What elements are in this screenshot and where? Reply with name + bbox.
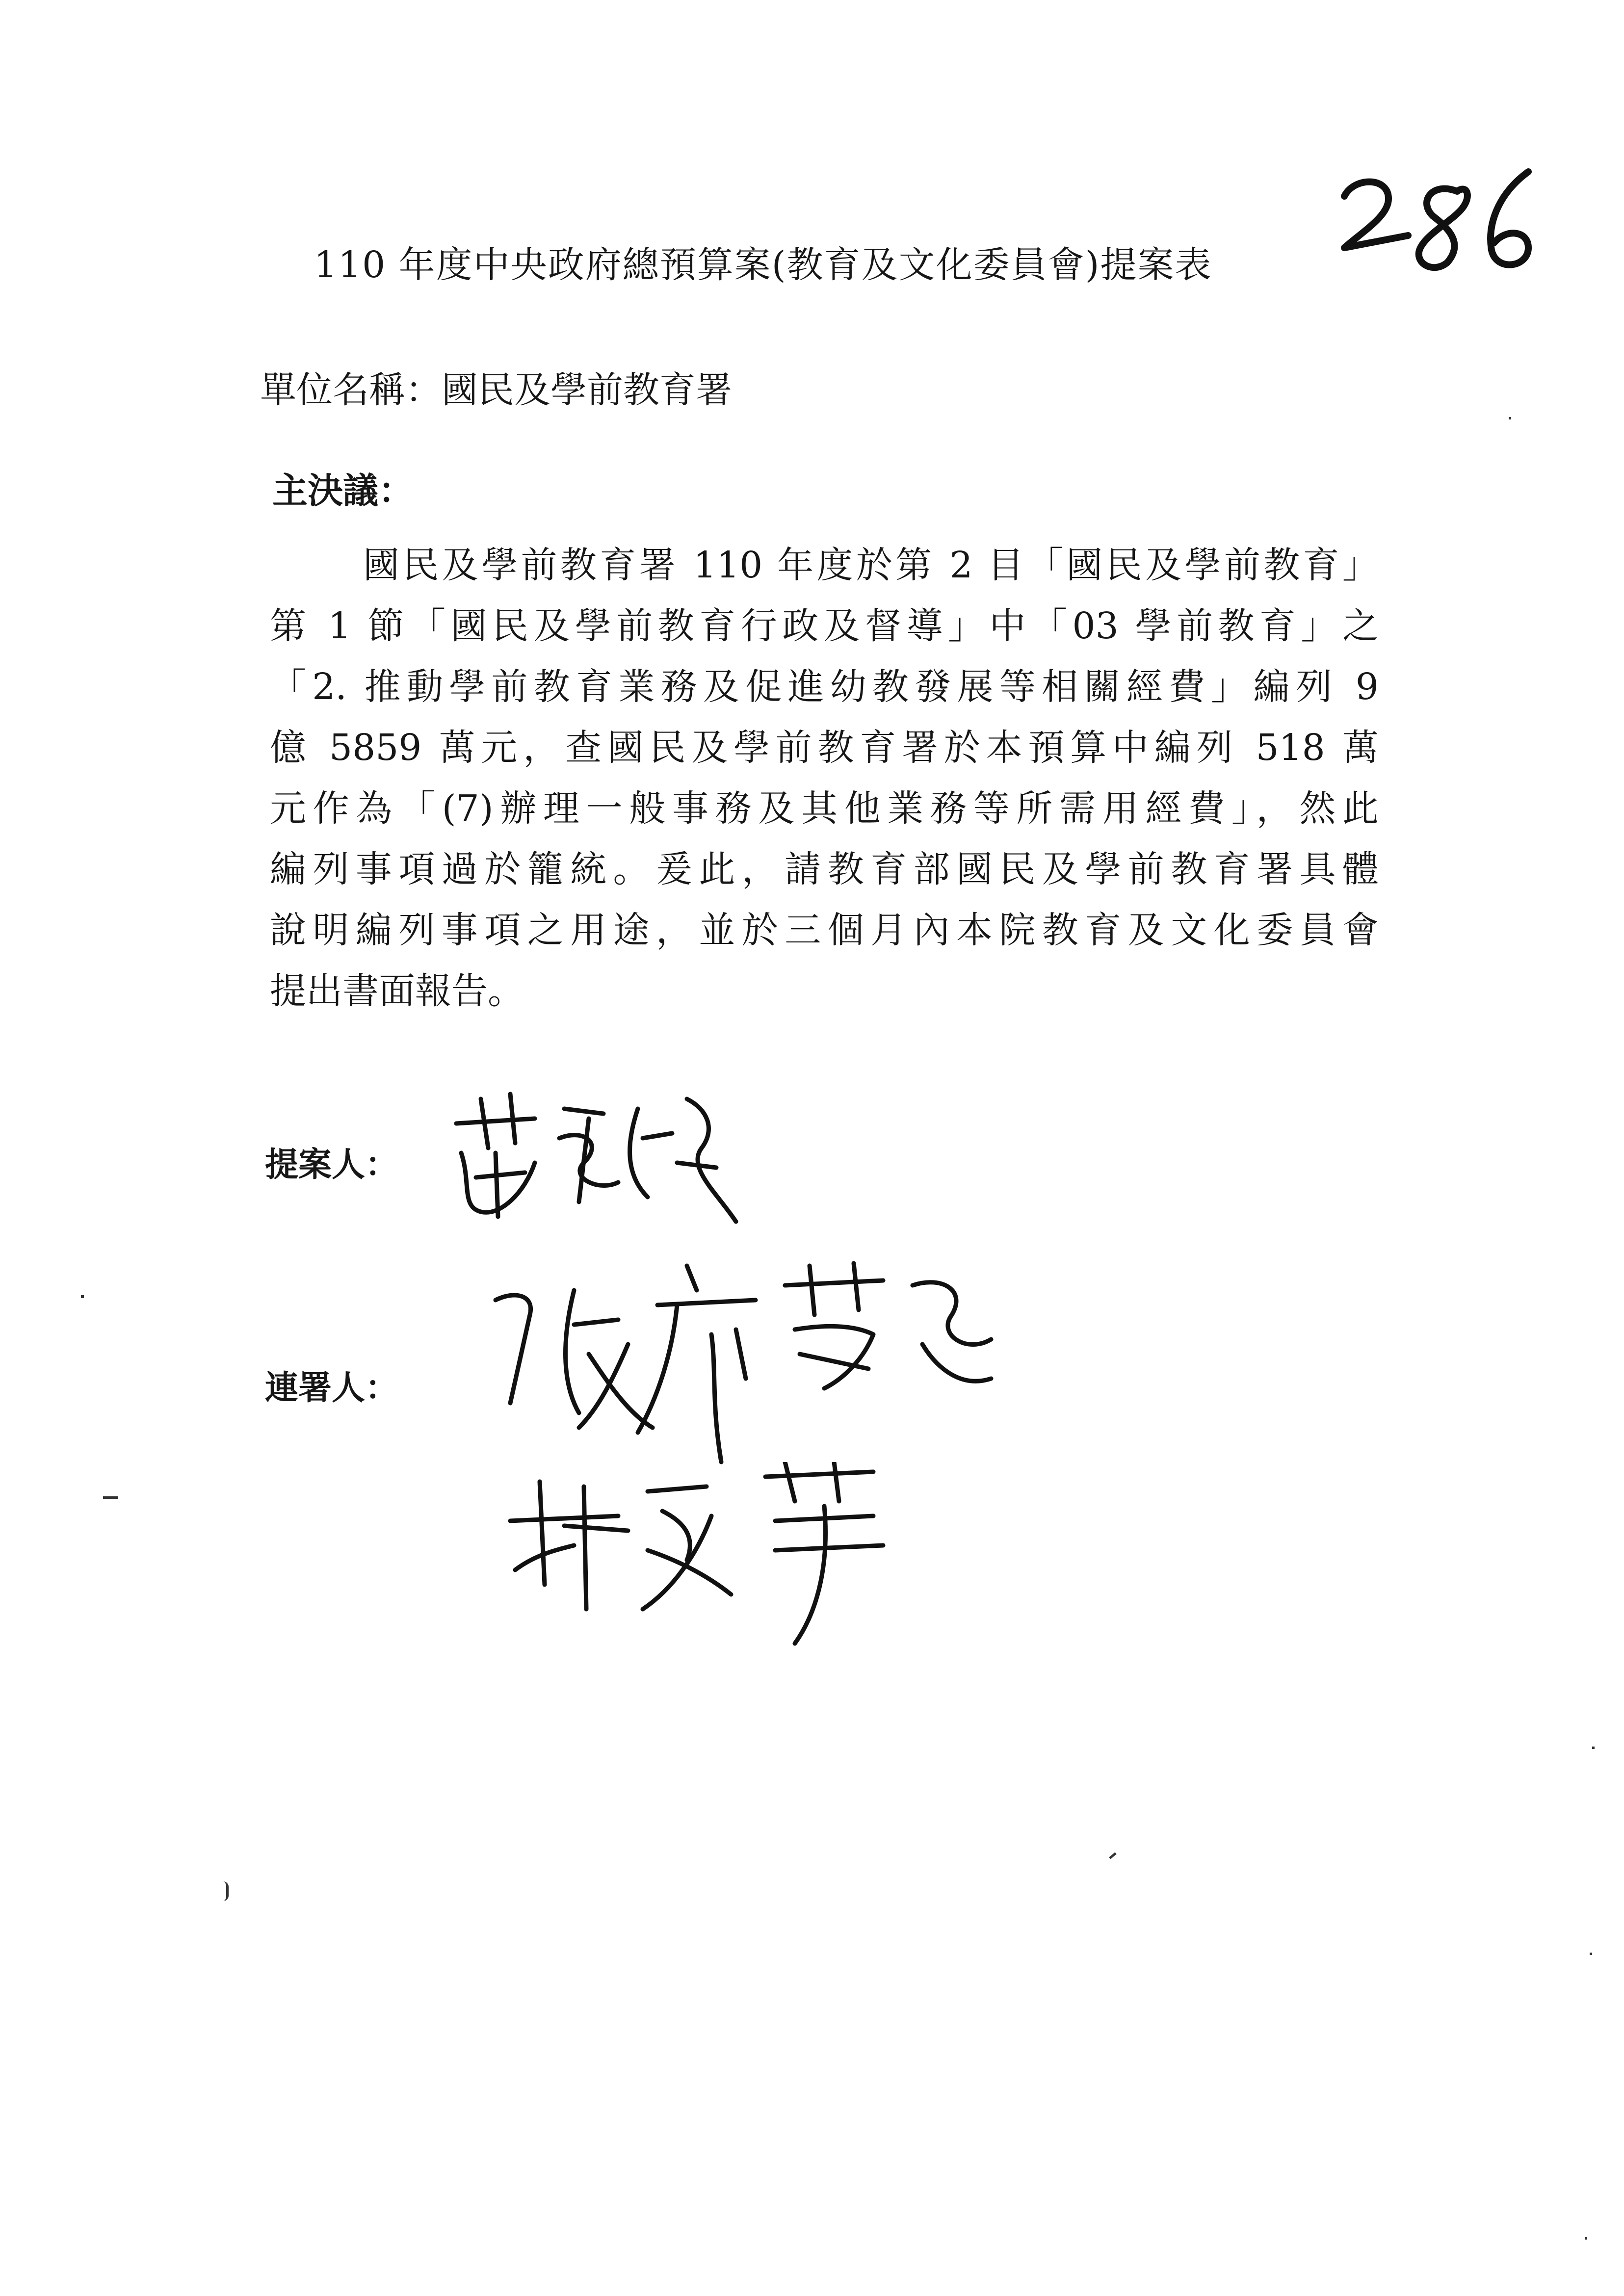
resolution-line: 編列事項過於籠統。爰此，請教育部國民及學前教育署具體 (270, 848, 1379, 890)
proposer-label: 提案人： (265, 1146, 399, 1184)
resolution-line: 「2. 推動學前教育業務及促進幼教發展等相關經費」編列 9 (270, 666, 1379, 708)
scan-speck (1590, 1953, 1592, 1955)
scan-speck (1109, 1852, 1116, 1859)
cosigner-signature-1 (481, 1256, 1001, 1472)
resolution-line: 第 1 節「國民及學前教育行政及督導」中「03 學前教育」之 (270, 605, 1379, 647)
resolution-line: 提出書面報告。 (270, 970, 524, 1012)
scan-speck (81, 1295, 84, 1298)
unit-name: 國民及學前教育署 (442, 369, 732, 411)
resolution-line: 元作為「(7)辦理一般事務及其他業務等所需用經費」，然此 (270, 787, 1379, 830)
resolution-line: 說明編列事項之用途，並於三個月內本院教育及文化委員會 (270, 909, 1379, 951)
resolution-line: 億 5859 萬元，查國民及學前教育署於本預算中編列 518 萬 (270, 727, 1379, 769)
scan-speck (1585, 2237, 1587, 2240)
scan-speck (223, 1881, 229, 1901)
cosigner-label: 連署人： (265, 1369, 399, 1408)
scan-speck (1592, 1747, 1595, 1749)
document-title: 110 年度中央政府總預算案(教育及文化委員會)提案表 (314, 244, 1212, 286)
resolution-heading: 主決議： (272, 470, 414, 511)
resolution-line: 國民及學前教育署 110 年度於第 2 目「國民及學前教育」 (363, 544, 1379, 586)
proposer-signature (442, 1079, 746, 1236)
resolution-body (270, 535, 1379, 1021)
scan-speck (1509, 417, 1511, 419)
unit-line (260, 365, 732, 415)
cosigner-signature-2 (500, 1462, 903, 1648)
unit-label: 單位名稱： (260, 369, 442, 411)
scan-speck (103, 1496, 118, 1499)
